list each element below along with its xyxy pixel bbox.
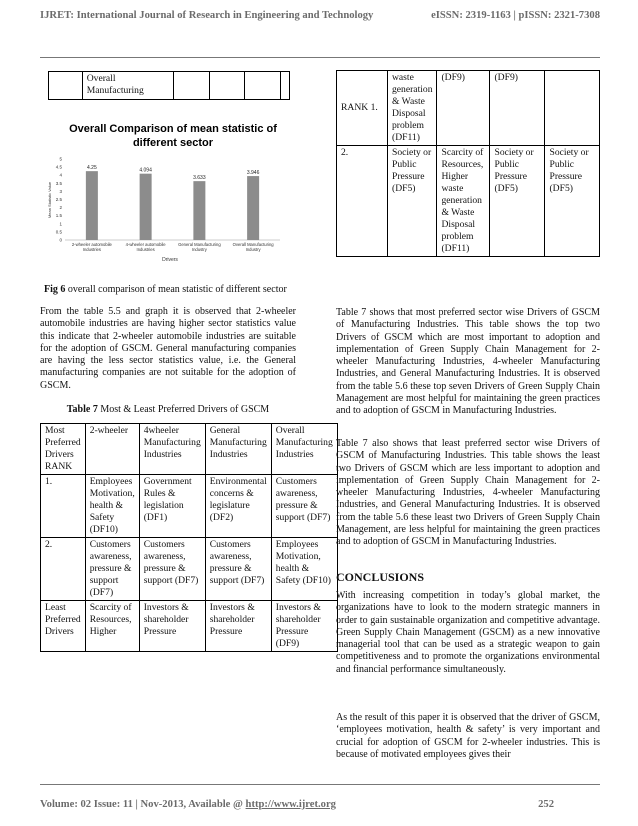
page-number: 252 (538, 799, 554, 810)
x-tick-label-line2: Industry (191, 247, 207, 252)
right-paragraph-1: Table 7 shows that most preferred sector wise Drivers of GSCM of Manufacturing Industries. This table shows the top two Drivers of GSCM which are most important to adoption and implementation of Green Supply Chain Management for 2-wheeler Manufacturing Industries, 4-wheeler Manufacturing Industries, and General Manufacturing Industries. It is observed from the table 5.6 these top seven Drivers of Green Supply Chain Management are most helpful for maintaining the green practices and to adoption of GSCM in Manufacturing Industries. (336, 307, 600, 416)
table7-header-cell: General Manufacturing Industries (205, 424, 271, 475)
y-tick-label: 3 (59, 188, 62, 194)
table-row (41, 601, 338, 652)
chart-x-axis-label: Drivers (162, 257, 178, 263)
table7-cont-cell: (DF9) (437, 71, 490, 146)
y-tick-label: 2 (59, 205, 62, 211)
footer-rule (40, 784, 600, 785)
x-tick-label: 4-wheeler automobile (125, 242, 166, 247)
bar (86, 171, 98, 240)
table7-header-cell: Most Preferred Drivers RANK (41, 424, 86, 475)
chart-title-line1: Overall Comparison of mean statistic of (69, 123, 277, 135)
footer-link[interactable]: http://www.ijret.org (245, 799, 336, 810)
table7-cont-cell: waste generation & Waste Disposal problem (DF11) (388, 71, 437, 146)
figure-caption-text: overall comparison of mean statistic of different sector (67, 284, 287, 295)
y-tick-label: 0 (59, 237, 62, 243)
conclusions-paragraph-2: As the result of this paper it is observed that the driver of GSCM, ‘employees motivation, health & safety’ is very important and crucial for adoption of GSCM for 2-wheeler industries. This is because of motivated employees gives their (336, 712, 600, 760)
y-tick-label: 3.5 (55, 180, 62, 186)
bar (140, 174, 152, 240)
table7-header-cell: 2-wheeler (85, 424, 139, 475)
top-table-cell-rank (49, 72, 83, 100)
x-tick-label: 2-wheeler automobile (71, 242, 112, 247)
table7-cell: Environmental concerns & legislature (DF2) (205, 475, 271, 538)
top-table-cell-label: Overall Manufacturing (82, 72, 174, 100)
conclusions-paragraph-1: With increasing competition in today’s global market, the organizations have to look to the modern strategic manners in order to gain sustainable organization and competitive advantage. Green Supply Chain Management (GSCM) as a new innovative managerial tool that can be used as a strategic weapon to gain competitiveness and to promote the organizations environmental and financial performance simultaneously. (336, 590, 600, 675)
bar-data-label: 3.946 (246, 170, 260, 177)
table7-cell: Customers awareness, pressure & support (DF7) (205, 538, 271, 601)
table7 (40, 423, 338, 652)
table-row (337, 146, 600, 257)
issn-info: eISSN: 2319-1163 | pISSN: 2321-7308 (431, 10, 600, 21)
table7-cell: Customers awareness, pressure & support (DF7) (85, 538, 139, 601)
bar-data-label: 4.094 (139, 167, 152, 174)
top-table-cell (245, 72, 281, 100)
right-paragraph-2: Table 7 also shows that least preferred sector wise Drivers of GSCM of Manufacturing Industries. This table shows the least two Drivers of GSCM which are less important to adoption and implementation of Green Supply Chain Management for 2-wheeler Manufacturing Industries, 4-wheeler Manufacturing Industries, and General Manufacturing Industries. It is observed from the table 5.6 these least two Drivers of Green Supply Chain Management, are less helpful for maintaining the green practices and to adoption of GSCM in Manufacturing Industries. (336, 438, 600, 547)
table7-cell: Scarcity of Resources, Higher (85, 601, 139, 652)
table7-cont-cell: Society or Public Pressure (DF5) (545, 146, 600, 257)
figure-caption (44, 284, 294, 295)
chart-y-axis-label: Mean Statistic Value (47, 181, 52, 219)
table-row (337, 71, 600, 146)
table7-cell: Investors & shareholder Pressure (205, 601, 271, 652)
y-tick-label: 2.5 (55, 197, 62, 202)
x-tick-label-line2: Industry (245, 247, 261, 252)
y-tick-label: 5 (59, 156, 62, 162)
bar-chart (40, 113, 290, 266)
y-tick-label: 0.5 (55, 229, 62, 235)
table7-label: Table 7 (66, 404, 98, 415)
table7-header-row (41, 424, 338, 475)
header-rule (40, 57, 600, 58)
footer (40, 799, 600, 810)
x-tick-label-line2: Industries (136, 247, 155, 252)
bar-data-label: 4.25 (87, 165, 97, 172)
x-tick-label-line2: Industries (82, 247, 101, 252)
table7-cont-cell: RANK 1. (337, 71, 388, 146)
footer-volume: Volume: 02 Issue: 11 | Nov-2013, Available @ (40, 799, 243, 810)
table7-cont-cell: (DF9) (490, 71, 545, 146)
x-tick-label: General Manufacturing (178, 242, 221, 247)
x-tick-label: Overall Manufacturing (232, 242, 274, 247)
table-row (41, 475, 338, 538)
table7-caption-text: Most & Least Preferred Drivers of GSCM (100, 404, 270, 415)
table7-cell: Investors & shareholder Pressure (139, 601, 205, 652)
table7-cell: Employees Motivation, health & Safety (DF10) (271, 538, 337, 601)
top-table-cell (174, 72, 210, 100)
bar (247, 176, 259, 240)
table7-cont-cell: 2. (337, 146, 388, 257)
table7-continued (336, 70, 600, 257)
table7-cont-cell: Scarcity of Resources, Higher waste generation & Waste Disposal problem (DF11) (437, 146, 490, 257)
table7-cell: Customers awareness, pressure & support (DF7) (139, 538, 205, 601)
table7-header-cell: 4wheeler Manufacturing Industries (139, 424, 205, 475)
top-table-cell (209, 72, 245, 100)
y-tick-label: 4.5 (55, 164, 62, 170)
bar-data-label: 3.633 (193, 175, 206, 182)
figure-label: Fig 6 (44, 284, 66, 295)
table7-cell: Investors & shareholder Pressure (DF9) (271, 601, 337, 652)
chart-title-line2: different sector (132, 137, 214, 149)
table7-cont-cell (545, 71, 600, 146)
table7-caption (40, 404, 296, 415)
conclusions-heading: CONCLUSIONS (336, 570, 425, 584)
left-paragraph: From the table 5.5 and graph it is observed that 2-wheeler automobile industries are having higher sector statistics value this indicate that 2-wheeler automobile industries are suitable for the adoption of GSCM. General manufacturing companies are having the less sector statistics value, i.e. the General manufacturing companies are not suitable for the adoption of GSCM. (40, 306, 296, 391)
table7-cell: Least Preferred Drivers (41, 601, 86, 652)
chart-svg (40, 113, 290, 266)
top-table-fragment (48, 71, 290, 100)
table7-cont-cell: Society or Public Pressure (DF5) (490, 146, 545, 257)
table7-cell: 1. (41, 475, 86, 538)
table7-cell: Customers awareness, pressure & support (DF7) (271, 475, 337, 538)
y-tick-label: 4 (59, 172, 62, 178)
top-table-cell (281, 72, 290, 100)
table7-cell: Government Rules & legislation (DF1) (139, 475, 205, 538)
table7-cell: Employees Motivation, health & Safety (DF10) (85, 475, 139, 538)
bar (193, 181, 205, 240)
table7-cont-cell: Society or Public Pressure (DF5) (388, 146, 437, 257)
y-tick-label: 1.5 (55, 213, 62, 219)
journal-name: IJRET: International Journal of Research in Engineering and Technology (40, 10, 374, 21)
table7-header-cell: Overall Manufacturing Industries (271, 424, 337, 475)
table-row (41, 538, 338, 601)
y-tick-label: 1 (59, 221, 62, 227)
table7-cell: 2. (41, 538, 86, 601)
